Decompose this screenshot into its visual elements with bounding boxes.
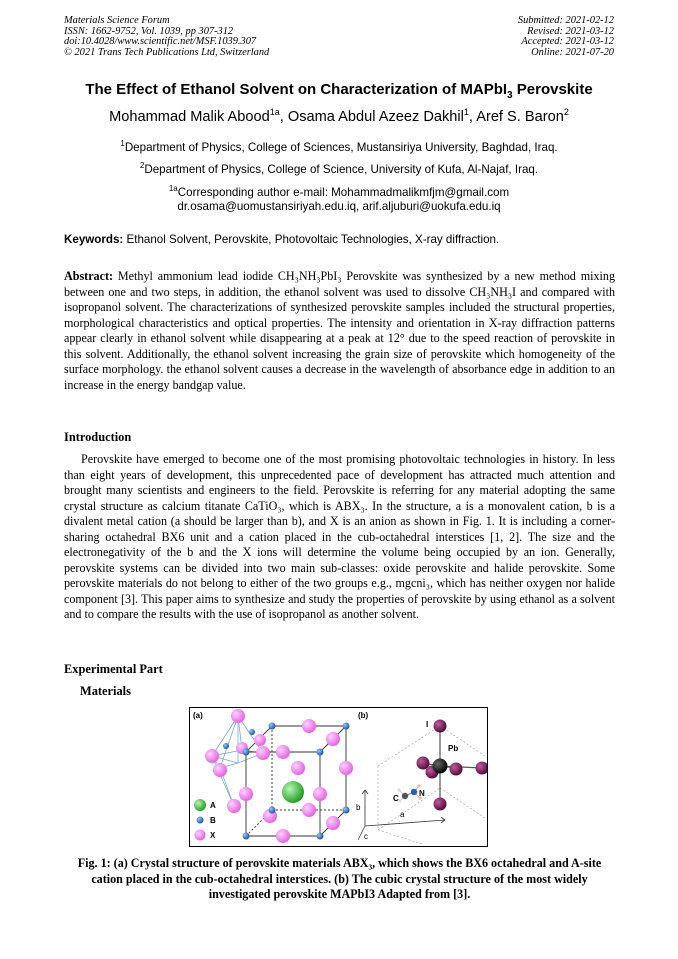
online-date: Online: 2021-07-20 (531, 46, 614, 58)
submitted-date: Submitted: 2021-02-12 (517, 15, 614, 26)
affiliation-1 (0, 137, 678, 155)
iodine-atoms (417, 720, 488, 811)
copyright-line: © 2021 Trans Tech Publications Ltd, Switzerland (64, 46, 270, 58)
author-2: , Osama Abdul Azeez Dakhil (279, 108, 464, 125)
aff1-text: Department of Physics, College of Sciences, Mustansiriya University, Baghdad, Iraq. (124, 140, 558, 154)
octahedron (212, 716, 263, 806)
legend-b: B (210, 816, 216, 825)
author-3: , Aref S. Baron (468, 108, 564, 125)
axis-a-label: a (400, 810, 405, 819)
journal-header-left (64, 16, 269, 58)
author-1: Mohammad Malik Abood (109, 108, 270, 125)
journal-header-right (518, 16, 614, 58)
mapbi3-cell (378, 726, 485, 844)
axis-c-label: c (364, 832, 368, 841)
atom-n-label: N (419, 789, 425, 798)
author-list (0, 107, 678, 125)
experimental-heading: Experimental Part (64, 662, 163, 676)
a-site-atom (282, 781, 304, 803)
author-3-sup: 2 (563, 107, 569, 117)
materials-subheading: Materials (80, 684, 131, 698)
aff1-sup: 1 (120, 139, 125, 148)
corr-sup: 1a (168, 184, 178, 193)
introduction-text: Perovskite have emerged to become one of the most promising photovoltaic technologies in history. In less than eight years of development, this unprecedented pace of development has attracted much attention and brought many scientists and engineers to the field. Perovskite is referring for any material adopting the same crystal structure as calcium titanate CaTiO₃, which is ABX₃. In the structure, a is a monovalent cation, b is a divalent metal cation (a should be larger than b), and X is an anion as shown in Fig. 1. It is including a corner-sharing octahedral BX6 unit and a cation placed in the cub-octahedral interstices [1, 2]. The size and the electronegativity of the b and the X ions will determine the volume being occupied by an ion. Generally, perovskite systems can be divided into two main sub-classes: oxide perovskite and halide perovskite. Some perovskite materials do not belong to either of the two groups e.g., mgcni₃, which has neither oxygen nor halide component [3]. This paper aims to synthesize and study the properties of perovskite by using ethanol as a solvent and to compare the results with the use of isopropanol as another solvent. (64, 452, 615, 621)
axis-b-label: b (356, 803, 361, 812)
keywords-label: Keywords: (64, 233, 124, 246)
author-1-sup: 1a (269, 107, 280, 117)
figure-1 (189, 707, 488, 847)
figure-1-caption: Fig. 1: (a) Crystal structure of perovskite materials ABX₃, which shows the BX6 octahedral and A-site cation placed in the cub-octahedral interstices. (b) The cubic crystal structure of the most widely investigated perovskite MAPbI3 Adapted from [3]. (77, 856, 602, 901)
paper-title (0, 81, 678, 101)
atom-c-label: C (393, 794, 399, 803)
legend-x: X (210, 831, 216, 840)
corr-email-1[interactable]: Corresponding author e-mail: Mohammadmalikmfjm@gmail.com (177, 185, 510, 199)
issn-line: ISSN: 1662-9752, Vol. 1039, pp 307-312 (64, 25, 234, 37)
abstract (64, 269, 615, 393)
keywords (64, 233, 499, 246)
revised-date: Revised: 2021-03-12 (527, 25, 614, 37)
atom-i-label: I (426, 720, 429, 729)
title-main: The Effect of Ethanol Solvent on Characterization of MAPbI (85, 81, 508, 98)
abstract-text: Methyl ammonium lead iodide CH₃NH₃PbI₃ Perovskite was synthesized by a new method mixing between one and two steps, in addition, the ethanol solvent was used to dissolve CH₃NH₃I and compared with isopropanol solvent. The characterizations of synthesized perovskite samples included the structural properties, morphological characteristics and optical properties. The intensity and orientation in X-ray diffraction patterns appear clearly in ethanol solvent while disappearing at a peak at 12° due to the speed reaction of perovskite in this solvent. Additionally, the ethanol solvent increasing the grain size of perovskite which homogeneity of the surface morphology. the ethanol solvent causes a decrease in the wavelength of absorbance edge in addition to an increase in the energy bandgap value. (64, 269, 615, 392)
lead-atom (433, 759, 448, 774)
accepted-date: Accepted: 2021-03-12 (521, 36, 614, 48)
doi-line: doi:10.4028/www.scientific.net/MSF.1039.307 (64, 36, 257, 48)
abstract-label: Abstract: (64, 269, 114, 283)
aff2-text: Department of Physics, College of Science, University of Kufa, Al-Najaf, Iraq. (144, 162, 539, 176)
introduction-heading: Introduction (64, 430, 132, 444)
panel-a-label: (a) (193, 711, 203, 720)
corr-email-2[interactable]: dr.osama@uomustansiriyah.edu.iq, arif.aljuburi@uokufa.edu.iq (177, 199, 501, 213)
figure-legend (194, 799, 216, 841)
crystal-structure-figure (190, 708, 487, 846)
legend-a: A (210, 801, 216, 810)
atom-pb-label: Pb (448, 744, 459, 753)
aff2-sup: 2 (139, 161, 145, 170)
title-subscript: 3 (507, 90, 513, 101)
affiliation-2 (0, 159, 678, 177)
corresponding-author (0, 182, 678, 214)
keywords-text: Ethanol Solvent, Perovskite, Photovoltaic Technologies, X-ray diffraction. (123, 233, 500, 246)
panel-b-label: (b) (358, 711, 369, 720)
author-2-sup: 1 (463, 107, 469, 117)
methylammonium (397, 784, 421, 802)
title-tail: Perovskite (512, 81, 593, 98)
x-atoms (205, 709, 353, 843)
journal-name: Materials Science Forum (64, 15, 170, 26)
